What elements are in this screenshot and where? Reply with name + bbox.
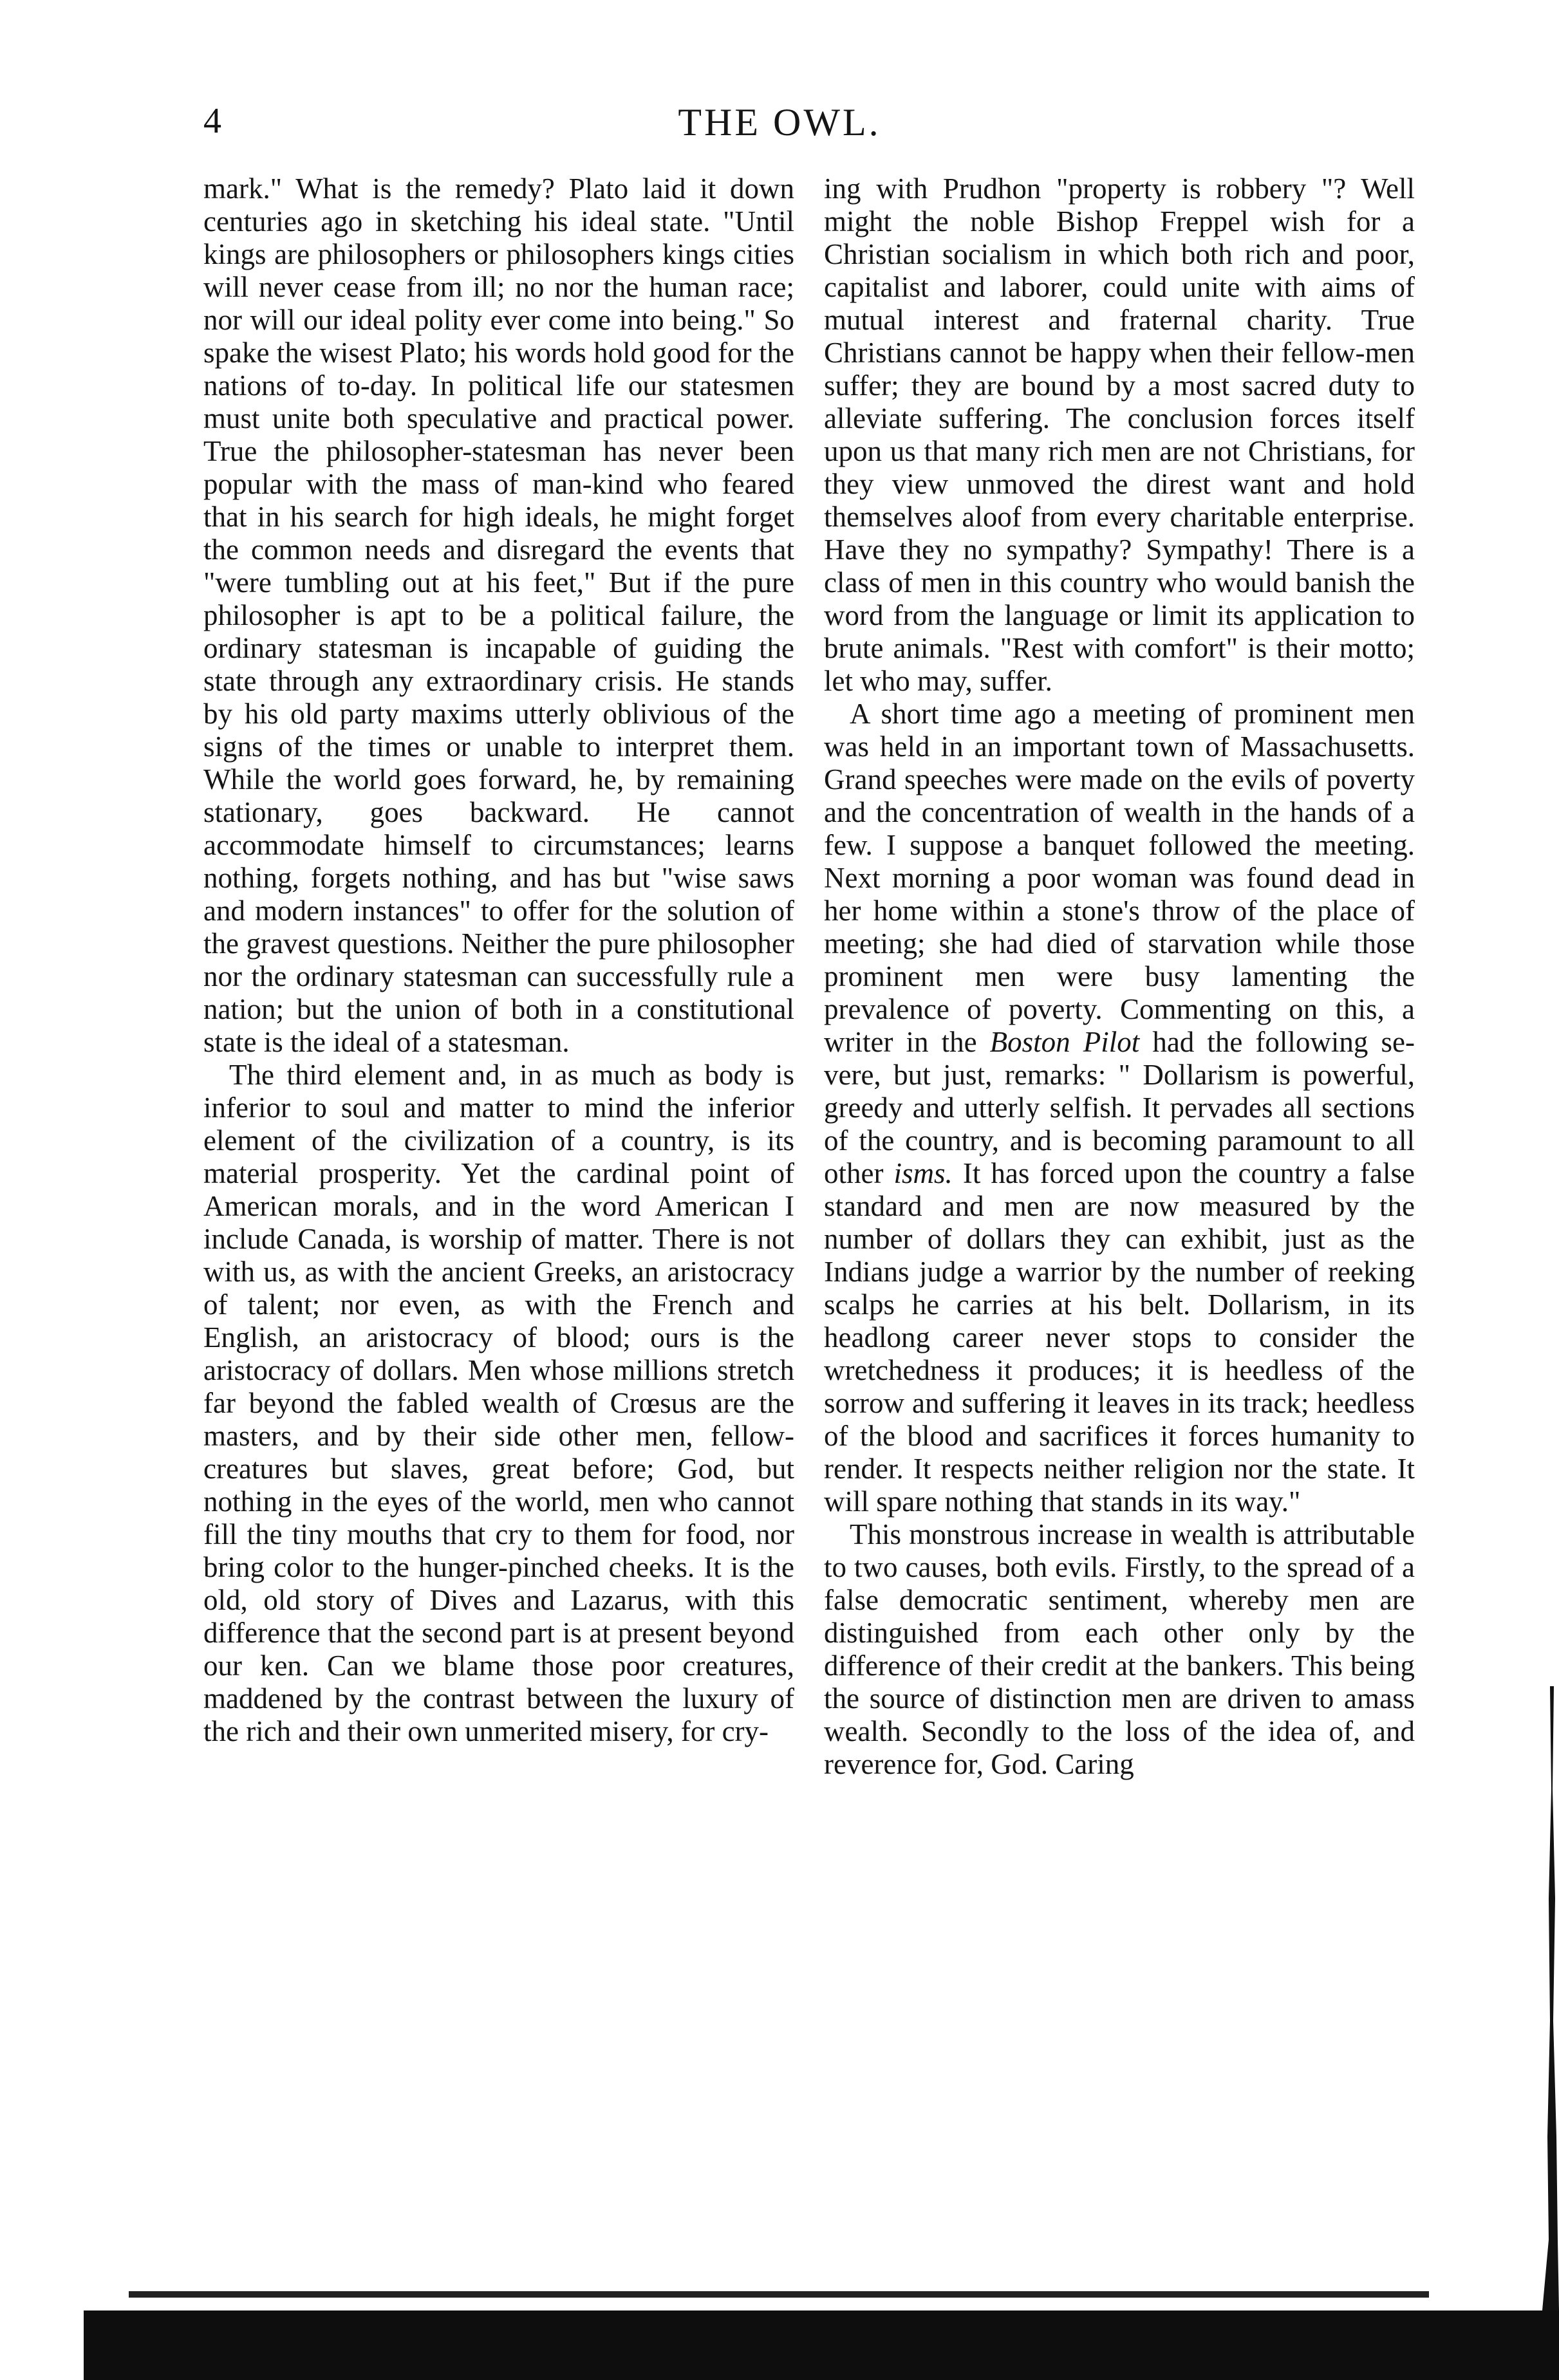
isms-word: isms. [893,1157,953,1189]
right-paragraph-1: ing with Prudhon "property is robbery "? Well might the noble Bishop Freppel wish for a Christian socialism in which both rich and poor, capitalist and laborer, could unite with aims of mutual interest and fraternal charity. True Christians cannot be happy when their fellow-men suffer; they are bound by a most sacred duty to alleviate suffering. The conclusion forces itself upon us that many rich men are not Christians, for they view unmoved the direst want and hold themselves aloof from every charitable enterprise. Have they no sympathy? Sympathy! There is a class of men in this country who would banish the word from the language or limit its application to brute animals. "Rest with comfort" is their motto; let who may, suffer. [824,172,1415,697]
page-number: 4 [203,101,221,141]
newspaper-title: Boston Pilot [989,1026,1140,1058]
right-paragraph-2-text-b: had the following severe, but just, remarks: " Dollarism is powerful, greedy and utterly selfish. It pervades all sections of the country, and is becoming paramount to all other [824,1026,1415,1189]
left-paragraph-2: The third element and, in as much as body is inferior to soul and matter to mind the inferior element of the civilization of a country, is its material prosperity. Yet the cardinal point of American morals, and in the word American I include Canada, is worship of matter. There is not with us, as with the ancient Greeks, an aristocracy of talent; nor even, as with the French and English, an aristocracy of blood; ours is the aristocracy of dollars. Men whose millions stretch far beyond the fabled wealth of Crœsus are the masters, and by their side other men, fellow-creatures but slaves, great before; God, but nothing in the eyes of the world, men who cannot fill the tiny mouths that cry to them for food, nor bring color to the hunger-pinched cheeks. It is the old, old story of Dives and Lazarus, with this difference that the second part is at present beyond our ken. Can we blame those poor creatures, maddened by the contrast between the luxury of the rich and their own unmerited misery, for cry- [203,1059,794,1747]
bottom-scan-rule [129,2291,1429,2298]
bottom-scan-edge [84,2310,1559,2380]
right-column [824,172,1415,1781]
right-paragraph-2-text-a: A short time ago a meeting of prominent men was held in an important town of Massachusetts. Grand speeches were made on the evils of poverty and the concentration of wealth in the hands of a few. I suppose a banquet followed the meeting. Next morning a poor woman was found dead in her home within a stone's throw of the place of meeting; she had died of starvation while those prominent men were busy lamenting the prevalence of poverty. Commenting on this, a writer in the [824,698,1415,1058]
right-paragraph-3: This monstrous increase in wealth is attributable to two causes, both evils. Firstly, to the spread of a false democratic sentiment, whereby men are distinguished from each other only by the difference of their credit at the bankers. This being the source of distinction men are driven to amass wealth. Secondly to the loss of the idea of, and reverence for, God. Caring [824,1518,1415,1780]
left-column [203,172,794,1748]
right-paragraph-2 [824,698,1415,1518]
left-paragraph-1: mark." What is the remedy? Plato laid it down centuries ago in sketching his ideal state. "Until kings are philosophers or philosophers kings cities will never cease from ill; no nor the human race; nor will our ideal polity ever come into being." So spake the wisest Plato; his words hold good for the nations of to-day. In political life our statesmen must unite both speculative and practical power. True the philosopher-statesman has never been popular with the mass of man-kind who feared that in his search for high ideals, he might forget the common needs and disregard the events that "were tumbling out at his feet," But if the pure philosopher is apt to be a political failure, the ordinary statesman is incapable of guiding the state through any extraordinary crisis. He stands by his old party maxims utterly oblivious of the signs of the times or unable to interpret them. While the world goes forward, he, by remaining stationary, goes backward. He cannot accommodate himself to circumstances; learns nothing, forgets nothing, and has but "wise saws and modern instances" to offer for the solution of the gravest questions. Neither the pure philosopher nor the ordinary statesman can successfully rule a nation; but the union of both in a constitutional state is the ideal of a statesman. [203,172,794,1058]
running-title: THE OWL. [678,101,881,144]
right-scan-edge [1517,1686,1559,2310]
right-paragraph-2-text-c: It has forced upon the country a false standard and men are now measured by the number of dollars they can exhibit, just as the Indians judge a warrior by the number of reeking scalps he carries at his belt. Dollarism, in its headlong career never stops to consider the wretchedness it produces; it is heedless of the sorrow and suffering it leaves in its track; heedless of the blood and sacrifices it forces humanity to render. It respects neither religion nor the state. It will spare nothing that stands in its way." [824,1157,1415,1518]
